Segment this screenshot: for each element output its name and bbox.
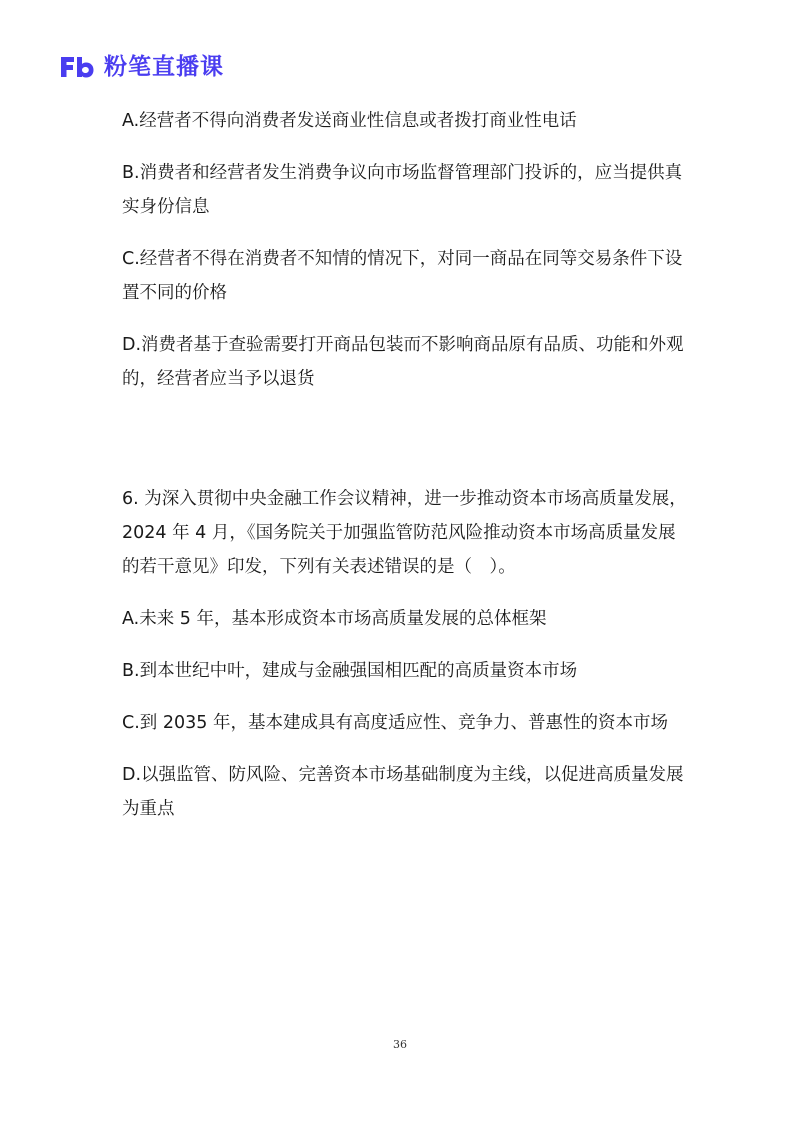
q6-option-b: B.到本世纪中叶，建成与金融强国相匹配的高质量资本市场: [122, 661, 578, 681]
q5-option-b: B.消费者和经营者发生消费争议向市场监督管理部门投诉的，应当提供真实身份信息: [122, 163, 683, 217]
fb-logo-icon: [58, 54, 96, 80]
q6-stem: 6. 为深入贯彻中央金融工作会议精神，进一步推动资本市场高质量发展，2024 年 4 月，《国务院关于加强监管防范风险推动资本市场高质量发展的若干意见》印发，下列有关表述错误的是（ ）。: [122, 489, 687, 577]
brand-name: 粉笔直播课: [104, 54, 224, 80]
q6-option-a: A.未来 5 年，基本形成资本市场高质量发展的总体框架: [122, 609, 547, 629]
q5-option-c: C.经营者不得在消费者不知情的情况下，对同一商品在同等交易条件下设置不同的价格: [122, 249, 683, 303]
q5-option-d: D.消费者基于查验需要打开商品包装而不影响商品原有品质、功能和外观的，经营者应当予以退货: [122, 335, 684, 389]
document-body: [122, 104, 692, 826]
q6-option-c: C.到 2035 年，基本建成具有高度适应性、竞争力、普惠性的资本市场: [122, 713, 668, 733]
brand-logo: [58, 52, 224, 82]
q5-option-a: A.经营者不得向消费者发送商业性信息或者拨打商业性电话: [122, 111, 577, 131]
q6-option-d: D.以强监管、防风险、完善资本市场基础制度为主线，以促进高质量发展为重点: [122, 765, 684, 819]
page-number: 36: [393, 1038, 407, 1051]
